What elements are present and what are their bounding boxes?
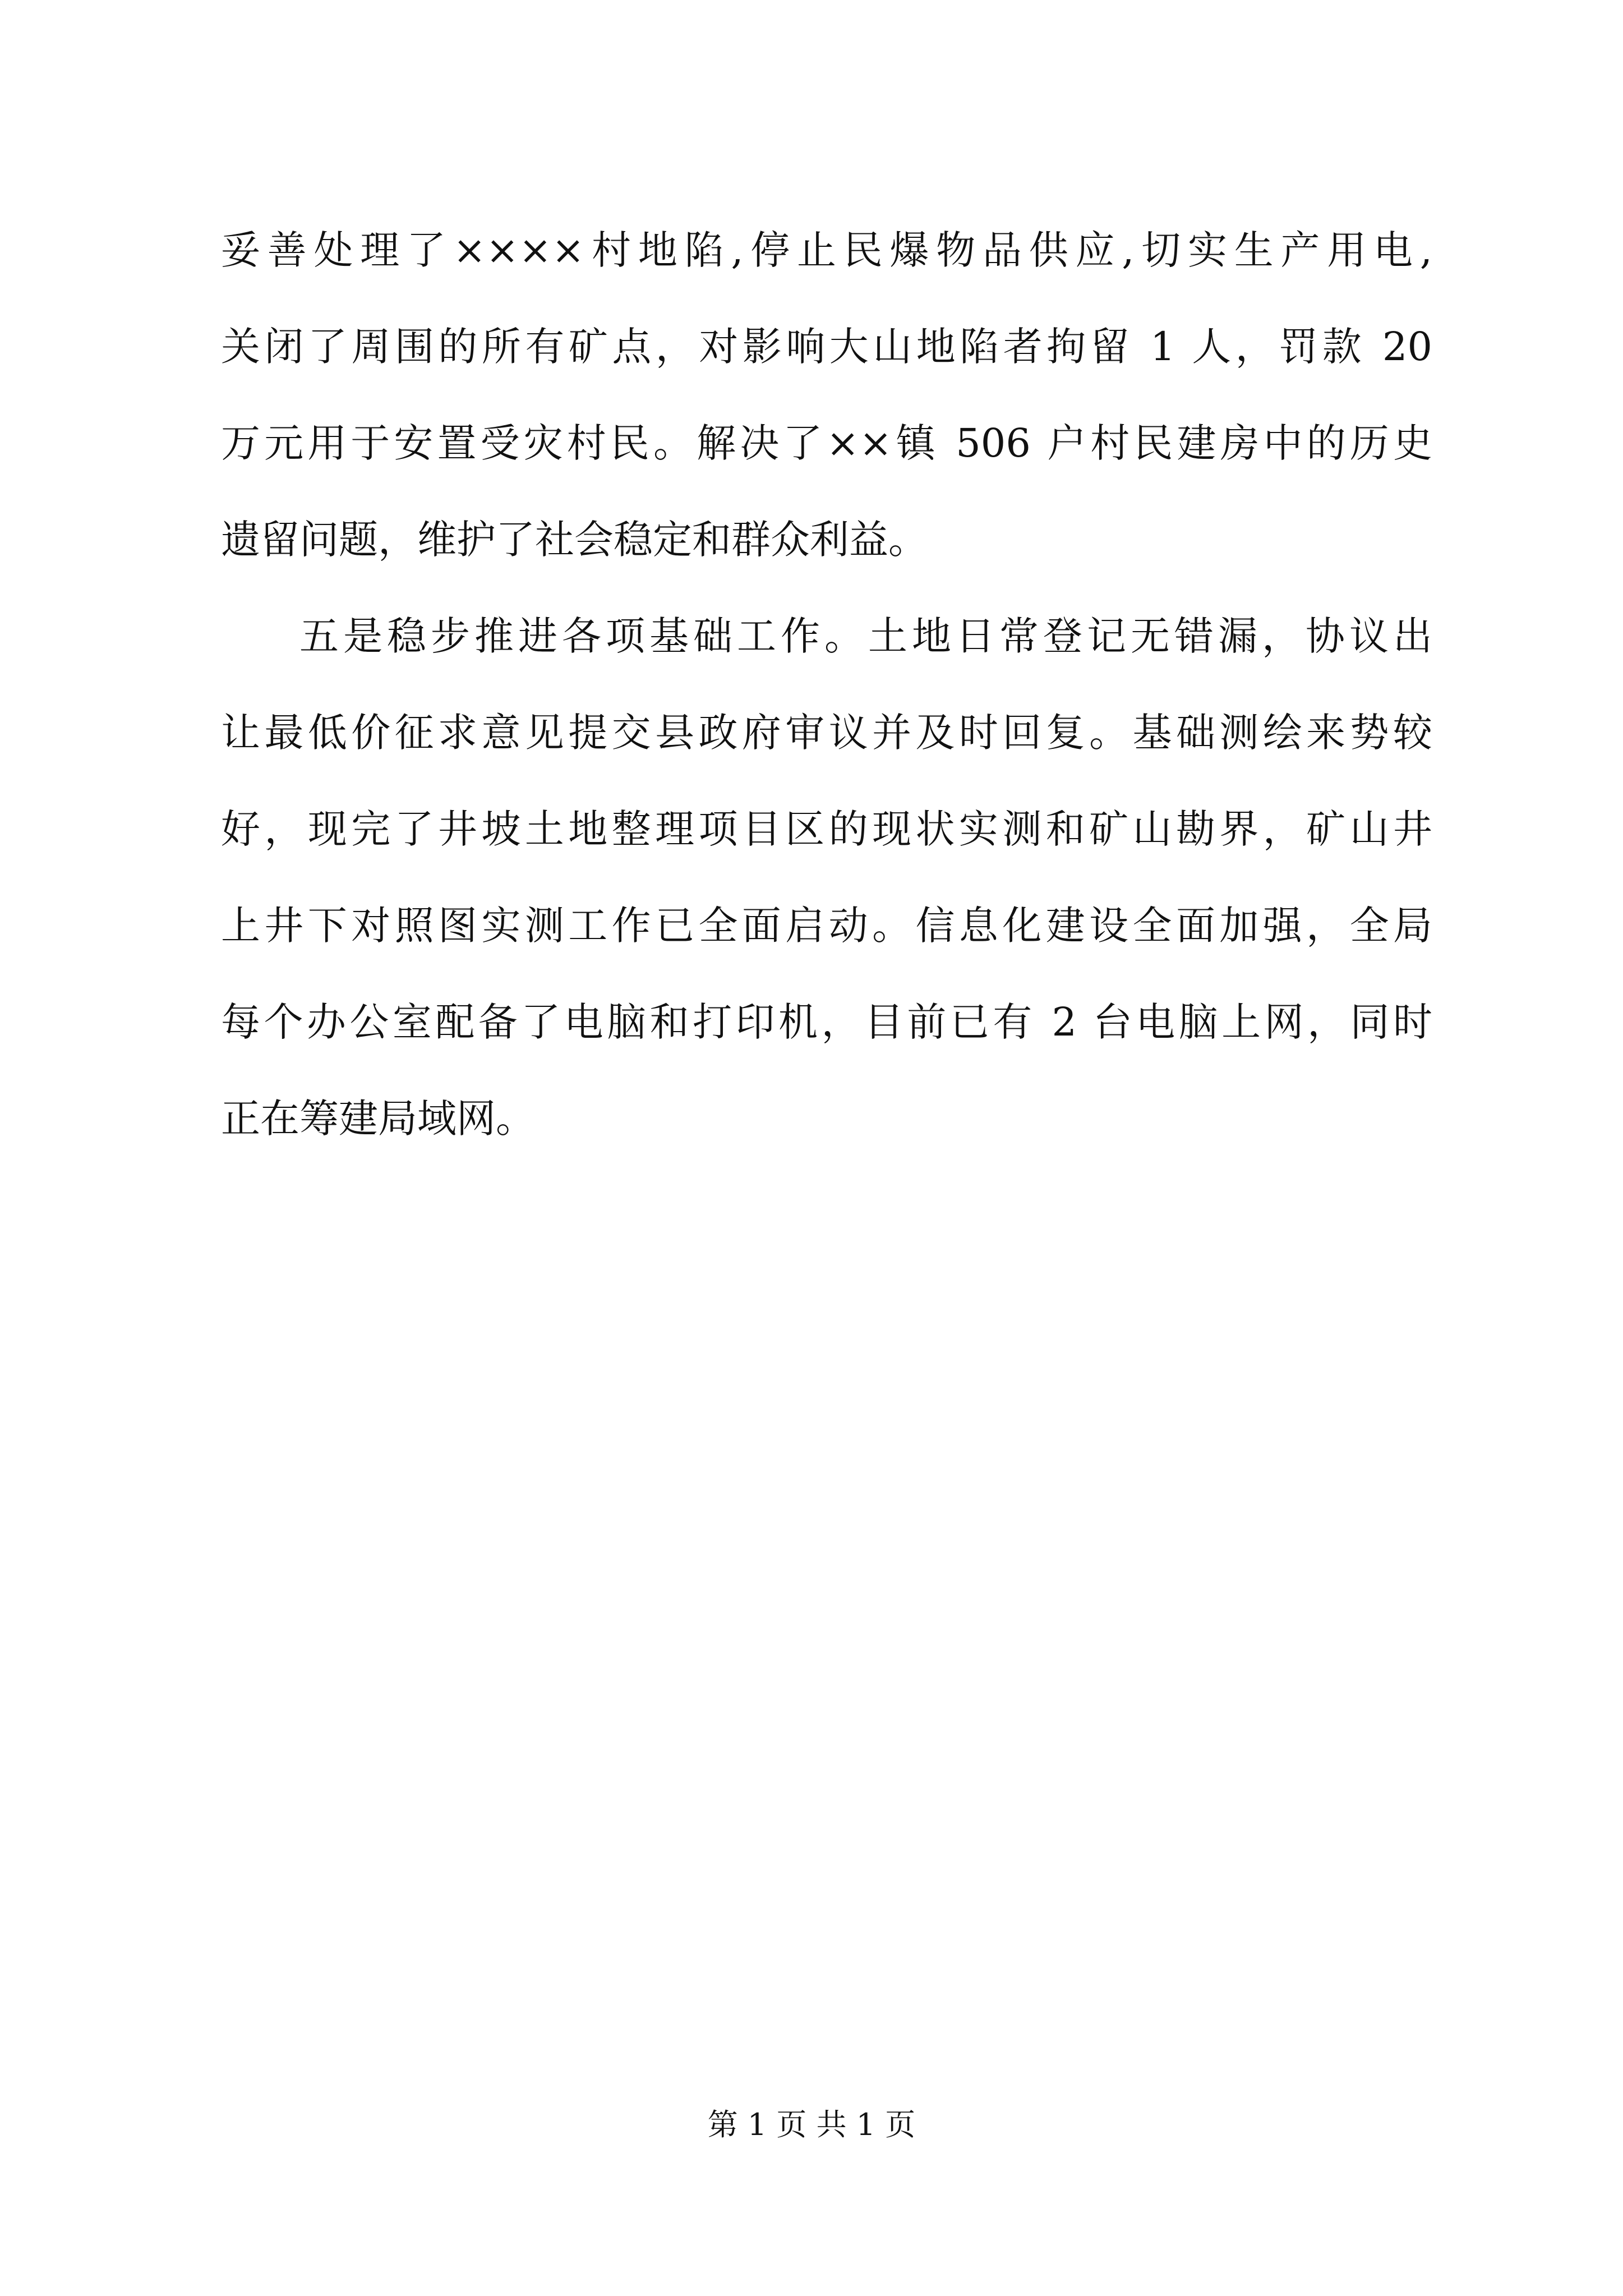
document-body bbox=[221, 202, 1432, 1167]
paragraph-line: 关闭了周围的所有矿点，对影响大山地陷者拘留 1 人，罚款 20 bbox=[221, 324, 1432, 370]
paragraph-line: 五是稳步推进各项基础工作。土地日常登记无错漏，协议出 bbox=[299, 613, 1432, 659]
paragraph-line: 万元用于安置受灾村民。解决了××镇 506 户村民建房中的历史 bbox=[221, 420, 1432, 466]
paragraph-2 bbox=[221, 588, 1432, 1167]
paragraph-line: 遗留问题，维护了社会稳定和群众利益。 bbox=[221, 517, 928, 563]
paragraph-line: 上井下对照图实测工作已全面启动。信息化建设全面加强，全局 bbox=[221, 903, 1432, 949]
paragraph-line: 好，现完了井坡土地整理项目区的现状实测和矿山勘界，矿山井 bbox=[221, 806, 1432, 852]
page-footer: 第 1 页 共 1 页 bbox=[707, 2107, 916, 2142]
paragraph-1 bbox=[221, 202, 1432, 588]
paragraph-line: 让最低价征求意见提交县政府审议并及时回复。基础测绘来势较 bbox=[221, 710, 1432, 756]
paragraph-line: 妥善处理了××××村地陷,停止民爆物品供应,切实生产用电, bbox=[221, 227, 1432, 273]
paragraph-line: 正在筹建局域网。 bbox=[221, 1096, 535, 1142]
paragraph-line: 每个办公室配备了电脑和打印机，目前已有 2 台电脑上网，同时 bbox=[221, 999, 1432, 1045]
